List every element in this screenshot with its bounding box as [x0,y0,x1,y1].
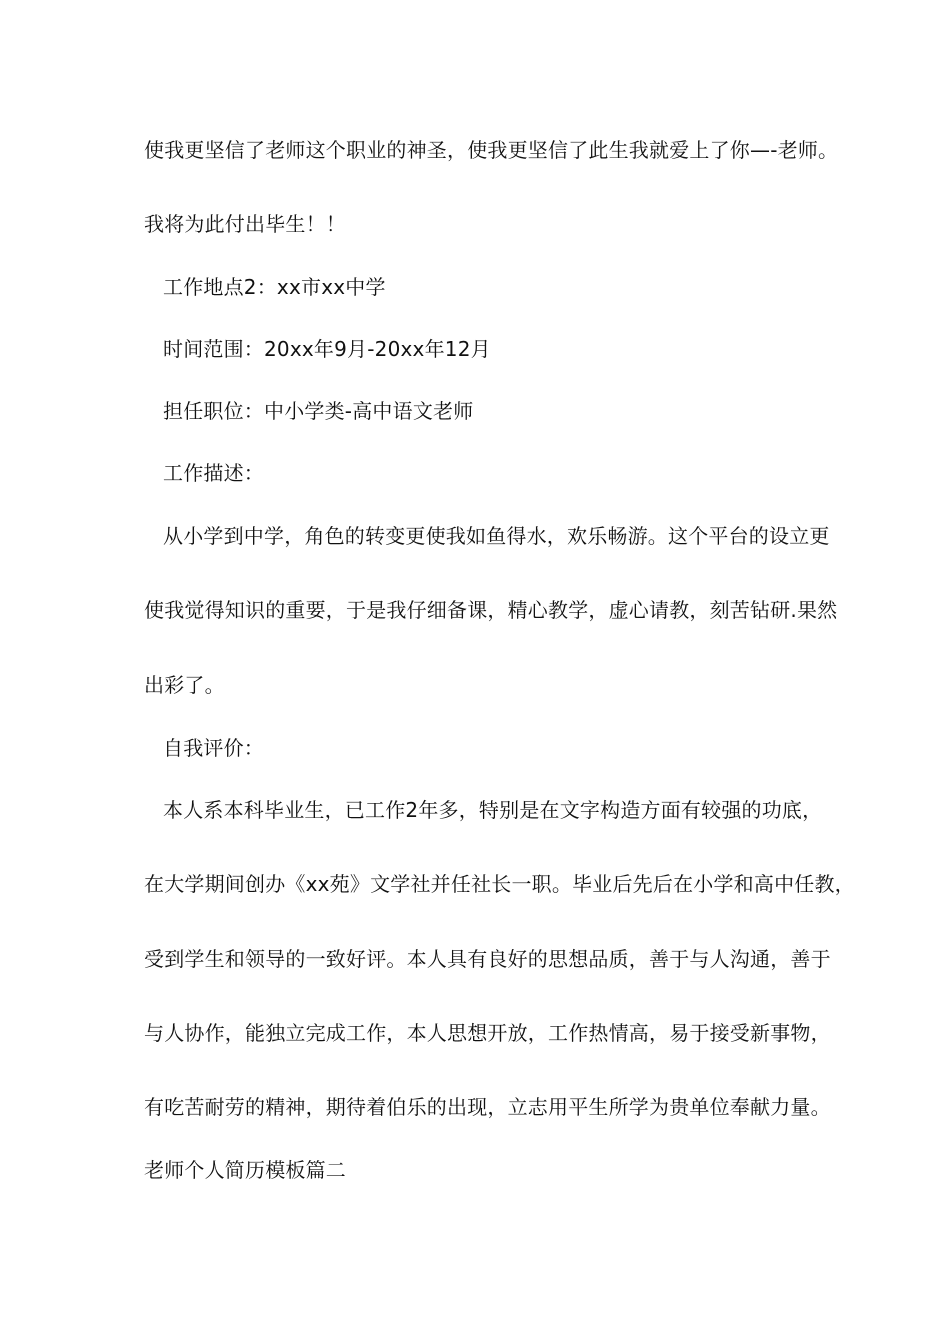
work-description-heading: 工作描述： [163,461,264,485]
self-evaluation-heading: 自我评价： [163,736,264,760]
text-line: 与人协作，能独立完成工作，本人思想开放，工作热情高，易于接受新事物， [144,1021,831,1045]
text-line: 出彩了。 [144,673,225,697]
time-range: 时间范围：20xx年9月-20xx年12月 [163,337,491,361]
text-line: 有吃苦耐劳的精神，期待着伯乐的出现，立志用平生所学为贵单位奉献力量。 [144,1095,831,1119]
section-title: 老师个人简历模板篇二 [144,1158,346,1182]
text-line: 我将为此付出毕生！！ [144,212,346,236]
text-line: 使我更坚信了老师这个职业的神圣，使我更坚信了此生我就爱上了你—-老师。 [144,138,839,162]
text-line: 受到学生和领导的一致好评。本人具有良好的思想品质，善于与人沟通，善于 [144,947,831,971]
work-location: 工作地点2：xx市xx中学 [163,275,386,299]
text-line: 使我觉得知识的重要，于是我仔细备课，精心教学，虚心请教，刻苦钻研.果然 [144,598,838,622]
text-line: 从小学到中学，角色的转变更使我如鱼得水，欢乐畅游。这个平台的设立更 [163,524,830,548]
position-held: 担任职位：中小学类-高中语文老师 [163,399,474,423]
text-line: 本人系本科毕业生，已工作2年多，特别是在文字构造方面有较强的功底， [163,798,823,822]
text-line: 在大学期间创办《xx苑》文学社并任社长一职。毕业后先后在小学和高中任教， [144,872,855,896]
